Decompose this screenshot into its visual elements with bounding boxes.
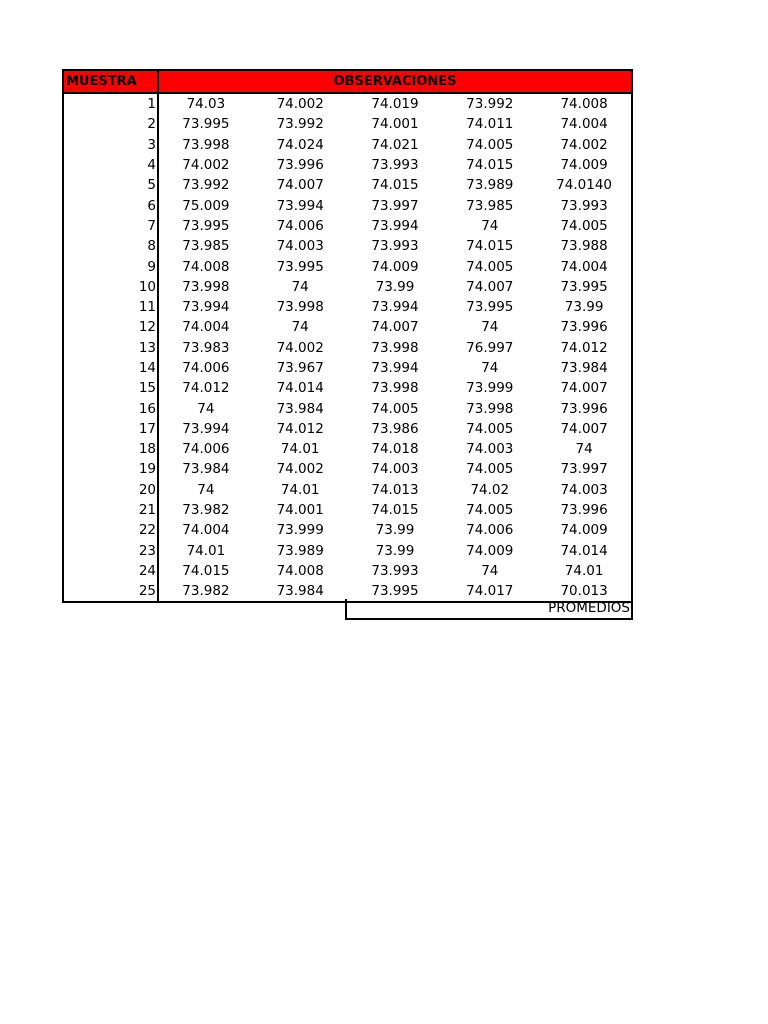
- observation-cell[interactable]: 74.003: [371, 461, 419, 478]
- observation-cell[interactable]: 73.995: [466, 299, 514, 316]
- muestra-cell[interactable]: 5: [63, 175, 158, 195]
- observation-cell[interactable]: 73.998: [371, 380, 419, 397]
- observation-cell[interactable]: 73.986: [371, 420, 419, 437]
- observation-cell[interactable]: 73.992: [182, 177, 230, 194]
- observation-cell[interactable]: 74: [481, 217, 499, 234]
- observation-cell[interactable]: 73.984: [182, 461, 230, 478]
- spreadsheet: [62, 69, 631, 599]
- observation-cell[interactable]: 73.994: [182, 420, 230, 437]
- observation-cell[interactable]: 74.017: [442, 581, 537, 602]
- muestra-cell[interactable]: 11: [63, 297, 158, 317]
- observation-cell[interactable]: 74.003: [466, 441, 514, 458]
- muestra-header[interactable]: MUESTRA: [63, 70, 158, 93]
- table-row: [63, 459, 632, 479]
- observation-cell[interactable]: 73.995: [276, 258, 324, 275]
- observation-cell[interactable]: 73.984: [537, 358, 632, 378]
- muestra-cell[interactable]: 17: [63, 419, 158, 439]
- table-row: [63, 520, 632, 540]
- muestra-cell[interactable]: 12: [63, 317, 158, 337]
- muestra-cell[interactable]: 10: [63, 277, 158, 297]
- observation-cell[interactable]: 74.006: [182, 441, 230, 458]
- table-row: [63, 419, 632, 439]
- observation-cell[interactable]: 74.005: [466, 258, 514, 275]
- muestra-cell[interactable]: 7: [63, 216, 158, 236]
- observation-cell[interactable]: 73.995: [182, 217, 230, 234]
- table-row: [63, 541, 632, 561]
- table-row: [63, 236, 632, 256]
- observation-cell[interactable]: 73.994: [182, 299, 230, 316]
- observation-cell[interactable]: 73.999: [466, 380, 514, 397]
- table-row: [63, 135, 632, 155]
- observation-cell[interactable]: 74: [481, 562, 499, 579]
- header-row: [63, 70, 632, 93]
- observation-cell[interactable]: 73.984: [253, 581, 348, 602]
- table-row: [63, 378, 632, 398]
- table-row: [63, 175, 632, 195]
- observation-cell[interactable]: 74.014: [537, 541, 632, 561]
- observations-table: [62, 69, 633, 603]
- observation-cell[interactable]: 74.012: [182, 380, 230, 397]
- observation-cell[interactable]: 73.999: [276, 522, 324, 539]
- observation-cell[interactable]: 74.015: [466, 157, 514, 174]
- muestra-cell[interactable]: 4: [63, 155, 158, 175]
- observation-cell[interactable]: 73.994: [371, 217, 419, 234]
- observation-cell[interactable]: 73.993: [371, 562, 419, 579]
- observation-cell[interactable]: 73.988: [537, 236, 632, 256]
- observation-cell[interactable]: 74.015: [371, 502, 419, 519]
- table-row: [63, 256, 632, 276]
- observation-cell[interactable]: 74.006: [182, 360, 230, 376]
- table-row: [63, 216, 632, 236]
- table-row: [63, 561, 632, 581]
- observation-cell[interactable]: 74.003: [537, 480, 632, 500]
- observation-cell[interactable]: 74.005: [466, 420, 514, 437]
- observation-cell[interactable]: 73.994: [276, 197, 324, 214]
- observation-cell[interactable]: 73.99: [375, 278, 415, 295]
- observation-cell[interactable]: 74.002: [537, 135, 632, 155]
- observation-cell[interactable]: 74.002: [276, 339, 324, 356]
- observation-cell[interactable]: 74.024: [276, 136, 324, 153]
- observation-cell[interactable]: 74.03: [186, 96, 226, 113]
- observation-cell[interactable]: 73.982: [182, 502, 230, 519]
- observation-cell[interactable]: 74.004: [182, 319, 230, 336]
- observation-cell[interactable]: 74: [197, 400, 215, 417]
- muestra-cell[interactable]: 13: [63, 338, 158, 358]
- observation-cell[interactable]: 74.005: [371, 400, 419, 417]
- observation-cell[interactable]: 74: [197, 481, 215, 498]
- observation-cell[interactable]: 74.009: [537, 155, 632, 175]
- muestra-cell[interactable]: 23: [63, 541, 158, 561]
- observation-cell[interactable]: 73.992: [466, 96, 514, 113]
- muestra-cell[interactable]: 14: [63, 358, 158, 378]
- observation-cell[interactable]: 74.01: [280, 481, 320, 498]
- observation-cell[interactable]: 74.01: [280, 441, 320, 458]
- observation-cell[interactable]: 74: [291, 278, 309, 295]
- observation-cell[interactable]: 73.994: [371, 299, 419, 316]
- observation-cell[interactable]: 74: [481, 360, 499, 376]
- observation-cell[interactable]: 73.994: [371, 360, 419, 376]
- table-row: [63, 195, 632, 215]
- observation-cell[interactable]: 73.99: [375, 542, 415, 559]
- observation-cell[interactable]: 73.997: [537, 459, 632, 479]
- observation-cell[interactable]: 73.995: [182, 116, 230, 133]
- promedios-label: PROMEDIOS: [548, 600, 630, 616]
- observation-cell[interactable]: 73.984: [276, 400, 324, 417]
- observation-cell[interactable]: 74.021: [371, 136, 419, 153]
- observation-cell[interactable]: 73.997: [371, 197, 419, 214]
- observation-cell[interactable]: 74.004: [182, 522, 230, 539]
- observation-cell[interactable]: 73.998: [182, 278, 230, 295]
- observation-cell[interactable]: 74.0140: [537, 175, 632, 195]
- observation-cell[interactable]: 73.982: [158, 581, 253, 602]
- observation-cell[interactable]: 74.013: [371, 481, 419, 498]
- observaciones-header[interactable]: OBSERVACIONES: [158, 70, 632, 93]
- observation-cell[interactable]: 74.015: [466, 238, 514, 255]
- muestra-cell[interactable]: 2: [63, 114, 158, 134]
- observation-cell[interactable]: 73.996: [537, 398, 632, 418]
- observation-cell[interactable]: 73.993: [537, 195, 632, 215]
- muestra-cell[interactable]: 19: [63, 459, 158, 479]
- observation-cell[interactable]: 74: [291, 319, 309, 336]
- observation-cell[interactable]: 74.007: [537, 419, 632, 439]
- observation-cell[interactable]: 74.001: [371, 116, 419, 133]
- observation-cell[interactable]: 74.007: [537, 378, 632, 398]
- muestra-cell[interactable]: 6: [63, 195, 158, 215]
- observation-cell[interactable]: 74.009: [537, 520, 632, 540]
- table-row: [63, 398, 632, 418]
- observation-cell[interactable]: 74.002: [182, 157, 230, 174]
- observation-cell[interactable]: 74.002: [276, 96, 324, 113]
- observation-cell[interactable]: 74.005: [466, 461, 514, 478]
- muestra-cell[interactable]: 21: [63, 500, 158, 520]
- promedios-cell[interactable]: [345, 599, 633, 620]
- muestra-cell[interactable]: 9: [63, 256, 158, 276]
- muestra-cell[interactable]: 22: [63, 520, 158, 540]
- observation-cell[interactable]: 73.996: [537, 317, 632, 337]
- muestra-cell[interactable]: 24: [63, 561, 158, 581]
- observation-cell[interactable]: 74.02: [470, 481, 510, 498]
- observation-cell[interactable]: 74.001: [276, 502, 324, 519]
- observation-cell[interactable]: 73.996: [537, 500, 632, 520]
- observation-cell[interactable]: 73.998: [466, 400, 514, 417]
- observation-cell[interactable]: 73.992: [276, 116, 324, 133]
- observation-cell[interactable]: 75.009: [182, 197, 230, 214]
- observation-cell[interactable]: 74.004: [537, 114, 632, 134]
- observation-cell[interactable]: 74.009: [466, 542, 514, 559]
- muestra-cell[interactable]: 3: [63, 135, 158, 155]
- table-row: [63, 93, 632, 114]
- observation-cell[interactable]: 73.99: [375, 522, 415, 539]
- observation-cell[interactable]: 74.007: [371, 319, 419, 336]
- table-row: [63, 155, 632, 175]
- observation-cell[interactable]: 70.013: [537, 581, 632, 602]
- observation-cell[interactable]: 74.006: [466, 522, 514, 539]
- observation-cell[interactable]: 74.015: [182, 562, 230, 579]
- observation-cell[interactable]: 74.008: [276, 562, 324, 579]
- table-row: [63, 114, 632, 134]
- observation-cell[interactable]: 74.019: [371, 96, 419, 113]
- observation-cell[interactable]: 74.004: [537, 256, 632, 276]
- observation-cell[interactable]: 73.996: [276, 157, 324, 174]
- observation-cell[interactable]: 73.998: [276, 299, 324, 316]
- observation-cell[interactable]: 73.995: [348, 581, 443, 602]
- observation-cell[interactable]: 74.015: [371, 177, 419, 194]
- muestra-cell[interactable]: 15: [63, 378, 158, 398]
- muestra-cell[interactable]: 1: [63, 93, 158, 114]
- table-row: [63, 480, 632, 500]
- observation-cell[interactable]: 73.993: [371, 157, 419, 174]
- observation-cell[interactable]: 73.998: [182, 136, 230, 153]
- table-row: [63, 358, 632, 378]
- table-row: [63, 338, 632, 358]
- muestra-cell[interactable]: 20: [63, 480, 158, 500]
- observation-cell[interactable]: 74: [481, 319, 499, 336]
- observation-cell[interactable]: 74.011: [466, 116, 514, 133]
- observation-cell[interactable]: 74.007: [276, 177, 324, 194]
- table-body: [63, 93, 632, 602]
- observation-cell[interactable]: 73.989: [276, 542, 324, 559]
- observation-cell[interactable]: 74.01: [186, 542, 226, 559]
- observation-cell[interactable]: 74.01: [537, 561, 632, 581]
- observation-cell[interactable]: 74.012: [276, 420, 324, 437]
- muestra-cell[interactable]: 18: [63, 439, 158, 459]
- observation-cell[interactable]: 74.005: [466, 502, 514, 519]
- observation-cell[interactable]: 73.993: [371, 238, 419, 255]
- observation-cell[interactable]: 74.002: [276, 461, 324, 478]
- observation-cell[interactable]: 73.99: [537, 297, 632, 317]
- table-row: [63, 277, 632, 297]
- observation-cell[interactable]: 74.006: [276, 217, 324, 234]
- table-row: [63, 500, 632, 520]
- observation-cell[interactable]: 74.003: [276, 238, 324, 255]
- observation-cell[interactable]: 73.983: [182, 339, 230, 356]
- table-row: [63, 439, 632, 459]
- observation-cell[interactable]: 73.985: [466, 197, 514, 214]
- muestra-cell[interactable]: 25: [63, 581, 158, 602]
- observation-cell[interactable]: 74.005: [466, 136, 514, 153]
- observation-cell[interactable]: 73.989: [466, 177, 514, 194]
- observation-cell[interactable]: 74.012: [537, 338, 632, 358]
- observation-cell[interactable]: 76.997: [466, 339, 514, 356]
- observation-cell[interactable]: 74.014: [276, 380, 324, 397]
- observation-cell[interactable]: 74.005: [537, 216, 632, 236]
- observation-cell[interactable]: 74.008: [182, 258, 230, 275]
- muestra-cell[interactable]: 8: [63, 236, 158, 256]
- table-row: [63, 317, 632, 337]
- observation-cell[interactable]: 74: [537, 439, 632, 459]
- observation-cell[interactable]: 74.007: [466, 278, 514, 295]
- observation-cell[interactable]: 73.995: [537, 277, 632, 297]
- table-row: [63, 297, 632, 317]
- muestra-cell[interactable]: 16: [63, 398, 158, 418]
- observation-cell[interactable]: 73.985: [182, 238, 230, 255]
- observation-cell[interactable]: 73.998: [371, 339, 419, 356]
- observation-cell[interactable]: 74.018: [371, 441, 419, 458]
- observation-cell[interactable]: 74.008: [537, 93, 632, 114]
- observation-cell[interactable]: 74.009: [371, 258, 419, 275]
- observation-cell[interactable]: 73.967: [276, 360, 324, 376]
